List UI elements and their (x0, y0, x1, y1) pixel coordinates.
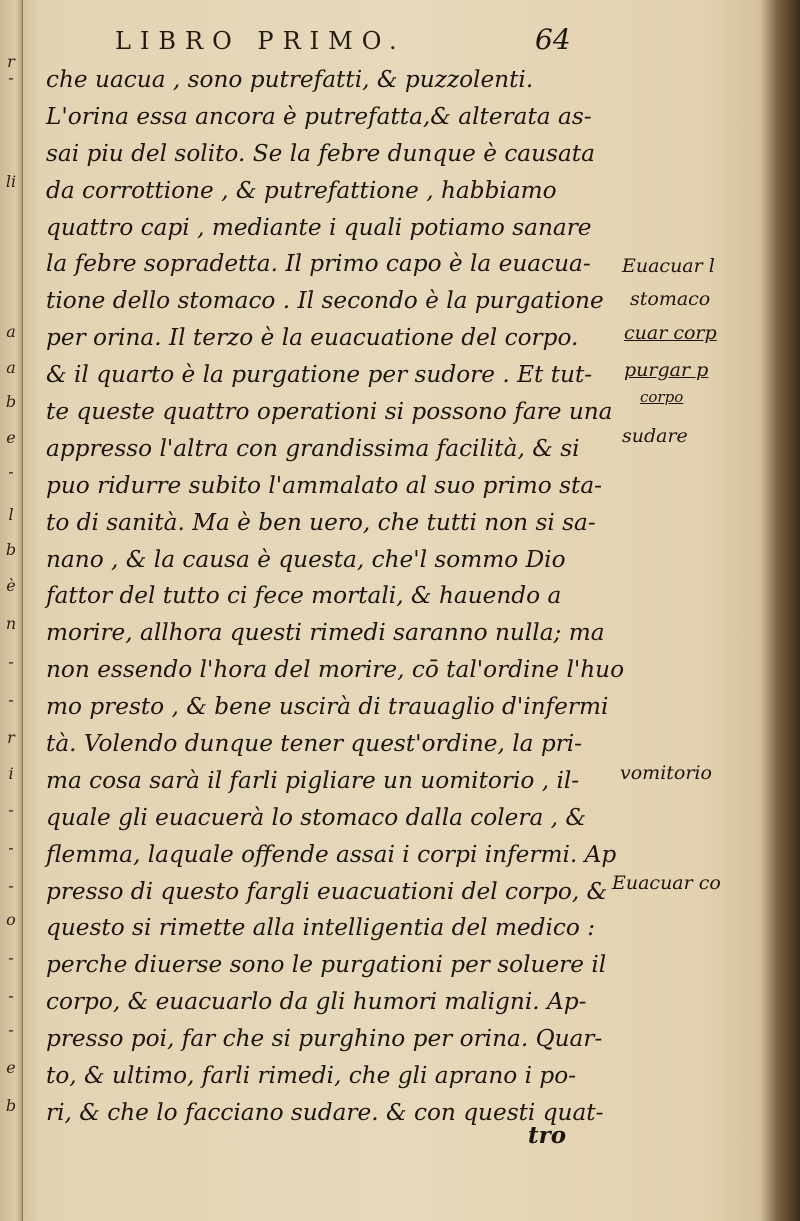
left-mark: l (8, 505, 14, 524)
book-edge (778, 0, 800, 1221)
left-mark: b (5, 540, 17, 559)
main-text-block (46, 62, 625, 1132)
text-line: sai piu del solito. Se la febre dunque è causata (46, 139, 595, 167)
text-line: to di sanità. Ma è ben uero, che tutti non si sa- (46, 508, 596, 536)
text-line: perche diuerse sono le purgationi per soluere il (46, 951, 607, 979)
left-mark: - (8, 68, 14, 87)
text-line: quale gli euacuerà lo stomaco dalla colera , & (46, 803, 587, 831)
folio-number: 64 (535, 23, 571, 56)
text-line: ma cosa sarà il farli pigliare un uomitorio , il- (46, 766, 580, 794)
left-mark: - (8, 690, 14, 709)
left-mark: - (8, 462, 14, 481)
text-line: che uacua , sono putrefatti, & puzzolenti. (46, 66, 534, 93)
left-mark: b (5, 1096, 17, 1115)
left-mark: n (5, 614, 17, 633)
left-mark: i (8, 764, 14, 783)
left-mark: - (8, 838, 14, 857)
margin-note: vomitorio (620, 762, 712, 784)
margin-note: cuar corp (624, 322, 717, 344)
text-line: non essendo l'hora del morire, cō tal'ordine l'huo (46, 656, 625, 684)
text-line: to, & ultimo, farli rimedi, che gli aprano i po- (46, 1062, 577, 1090)
left-mark: a (6, 322, 16, 341)
margin-note: purgar p (624, 359, 709, 381)
left-mark: e (6, 1058, 16, 1077)
left-mark: è (6, 576, 16, 595)
text-line: L'orina essa ancora è putrefatta,& alterata as- (46, 102, 592, 130)
text-line: per orina. Il terzo è la euacuatione del corpo. (46, 324, 579, 352)
left-mark: o (6, 910, 16, 929)
left-mark: - (8, 652, 14, 671)
text-line: tà. Volendo dunque tener quest'ordine, la pri- (46, 730, 583, 758)
text-line: quattro capi , mediante i quali potiamo sanare (46, 213, 592, 241)
text-line: mo presto , & bene uscirà di trauaglio d'infermi (46, 693, 609, 721)
left-mark: a (6, 358, 16, 377)
running-title: LIBRO PRIMO. (115, 27, 406, 55)
text-line: questo si rimette alla intelligentia del medico : (46, 914, 596, 942)
margin-note: Euacuar l (622, 255, 715, 277)
left-mark: - (8, 948, 14, 967)
text-line: flemma, laquale offende assai i corpi infermi. Ap (46, 840, 617, 868)
text-line: te queste quattro operationi si possono fare una (46, 398, 613, 426)
left-mark: - (8, 800, 14, 819)
text-line: appresso l'altra con grandissima facilità, & si (46, 434, 580, 462)
catchword: tro (528, 1122, 567, 1149)
text-line: presso di questo fargli euacuationi del corpo, & (46, 877, 608, 905)
text-line: & il quarto è la purgatione per sudore . Et tut- (46, 361, 593, 389)
left-mark: li (5, 172, 17, 191)
text-line: morire, allhora questi rimedi saranno nulla; ma (46, 619, 605, 647)
adjacent-page-edge (0, 0, 23, 1221)
text-line: nano , & la causa è questa, che'l sommo Dio (46, 545, 566, 573)
text-line: corpo, & euacuarlo da gli humori maligni. Ap- (46, 988, 587, 1016)
margin-note: stomaco (630, 288, 711, 310)
left-mark: b (5, 392, 17, 411)
text-line: presso poi, far che si purghino per orina. Quar- (46, 1025, 603, 1053)
margin-note: corpo (640, 388, 684, 406)
text-line: tione dello stomaco . Il secondo è la purgatione (46, 287, 604, 315)
left-mark: r (7, 52, 15, 71)
text-line: ri, & che lo facciano sudare. & con questi quat- (46, 1098, 604, 1126)
left-mark: - (8, 1020, 14, 1039)
left-mark: e (6, 428, 16, 447)
left-mark: r (7, 728, 15, 747)
margin-note: Euacuar co (612, 872, 721, 894)
text-line: fattor del tutto ci fece mortali, & hauendo a (46, 582, 562, 610)
left-mark: - (8, 986, 14, 1005)
text-line: puo ridurre subito l'ammalato al suo primo sta- (46, 471, 603, 499)
left-mark: - (8, 876, 14, 895)
text-line: la febre sopradetta. Il primo capo è la euacua- (46, 250, 591, 278)
margin-note: sudare (622, 425, 688, 447)
text-line: da corrottione , & putrefattione , habbiamo (46, 176, 557, 204)
